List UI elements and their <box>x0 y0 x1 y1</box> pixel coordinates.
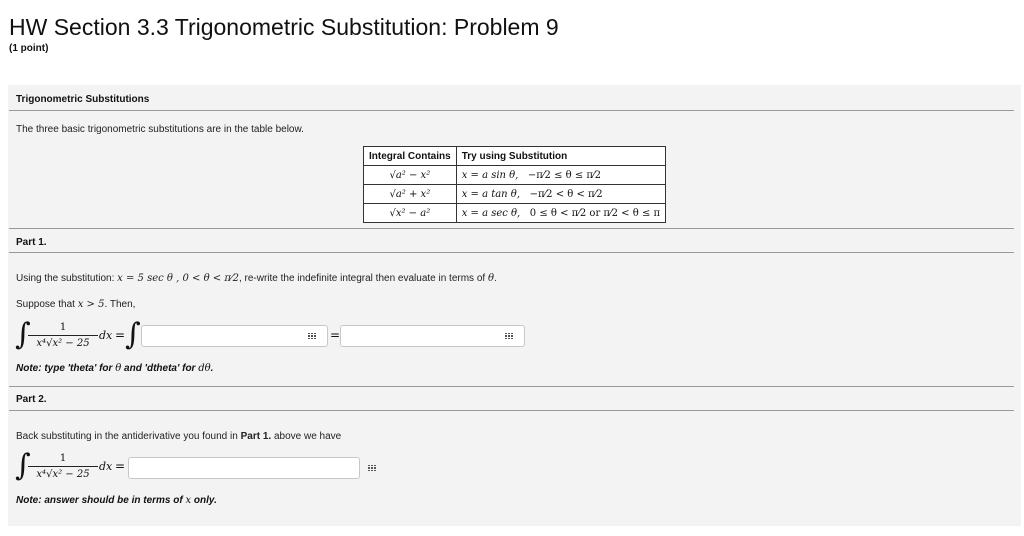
table-cell <box>456 185 665 204</box>
substitution-math: x = 5 sec θ , 0 < θ < π⁄2 <box>117 273 239 284</box>
theta-symbol: θ <box>487 273 494 284</box>
equals-sign: = <box>330 328 341 342</box>
table-cell <box>456 166 665 185</box>
instr-text: , re-write the indefinite integral then evaluate in terms of <box>238 273 488 284</box>
note-text: and 'dtheta' for <box>121 363 199 374</box>
table-row <box>364 185 666 204</box>
math-editor-button-2[interactable] <box>495 325 523 347</box>
table-row <box>364 204 666 223</box>
part1-note <box>16 363 213 374</box>
integral-sign: ∫ <box>125 317 141 352</box>
numerator: 1 <box>59 453 67 464</box>
equals-sign: = <box>115 459 126 473</box>
table-cell <box>456 204 665 223</box>
range: −π⁄2 < θ < π⁄2 <box>529 188 603 200</box>
substitution-table <box>363 146 666 223</box>
note-text: Note: type 'theta' for <box>16 363 116 374</box>
range: −π⁄2 ≤ θ ≤ π⁄2 <box>527 169 601 181</box>
note-text: only. <box>191 495 217 506</box>
integral-sign: ∫ <box>15 448 31 483</box>
divider <box>9 410 1014 411</box>
answer-input-3[interactable] <box>128 457 360 479</box>
divider <box>9 110 1014 111</box>
integral-sign: ∫ <box>15 317 31 352</box>
divider <box>9 228 1014 229</box>
divider <box>9 252 1014 253</box>
fraction-bar <box>28 335 98 336</box>
intro-text: The three basic trigonometric substitutions are in the table below. <box>16 124 304 135</box>
section-heading: Trigonometric Substitutions <box>16 94 150 105</box>
table-cell: √a² − x² <box>364 166 457 185</box>
table-header-row <box>364 147 666 166</box>
part2-text-b: above we have <box>271 431 342 442</box>
integrand-fraction <box>28 322 98 349</box>
fraction-bar <box>28 466 98 467</box>
table-cell: √a² + x² <box>364 185 457 204</box>
part1-heading: Part 1. <box>16 237 47 248</box>
numerator: 1 <box>59 322 67 333</box>
substitution: x = a sin θ, <box>461 169 519 181</box>
denominator: x⁴√x² − 25 <box>36 338 90 349</box>
equals-sign: = <box>115 328 126 342</box>
suppose-b: . Then, <box>104 299 136 310</box>
table-header: Try using Substitution <box>456 147 665 166</box>
range: 0 ≤ θ < π⁄2 or π⁄2 < θ ≤ π <box>529 207 661 219</box>
math-editor-button-1[interactable] <box>298 325 326 347</box>
part2-text-a: Back substituting in the antiderivative you found in <box>16 431 241 442</box>
table-header: Integral Contains <box>364 147 457 166</box>
part2-note <box>16 495 217 506</box>
substitution: x = a tan θ, <box>461 188 521 200</box>
note-text: Note: answer should be in terms of <box>16 495 186 506</box>
substitution: x = a sec θ, <box>461 207 521 219</box>
table-cell: √x² − a² <box>364 204 457 223</box>
dx-label: dx <box>99 460 113 473</box>
divider <box>9 386 1014 387</box>
dtheta-symbol: dθ <box>198 363 211 374</box>
part2-ref: Part 1. <box>240 431 272 442</box>
note-text: . <box>210 363 214 374</box>
integrand-fraction <box>28 453 98 480</box>
x-symbol: x <box>185 495 192 506</box>
keypad-icon <box>308 332 317 340</box>
instr-text: . <box>494 273 497 284</box>
math-editor-button-3[interactable] <box>358 457 386 479</box>
suppose-math: x > 5 <box>77 299 105 310</box>
part1-instructions <box>16 273 497 284</box>
keypad-icon <box>505 332 514 340</box>
keypad-icon <box>368 464 377 472</box>
part2-heading: Part 2. <box>16 394 47 405</box>
points-label: (1 point) <box>9 43 49 54</box>
denominator: x⁴√x² − 25 <box>36 469 90 480</box>
table-row <box>364 166 666 185</box>
theta-symbol: θ <box>115 363 122 374</box>
suppose-a: Suppose that <box>16 299 78 310</box>
page-title: HW Section 3.3 Trigonometric Substitution: Problem 9 <box>9 14 559 40</box>
part2-text <box>16 431 341 442</box>
dx-label: dx <box>99 329 113 342</box>
suppose-text <box>16 299 135 310</box>
instr-text: Using the substitution: <box>16 273 118 284</box>
